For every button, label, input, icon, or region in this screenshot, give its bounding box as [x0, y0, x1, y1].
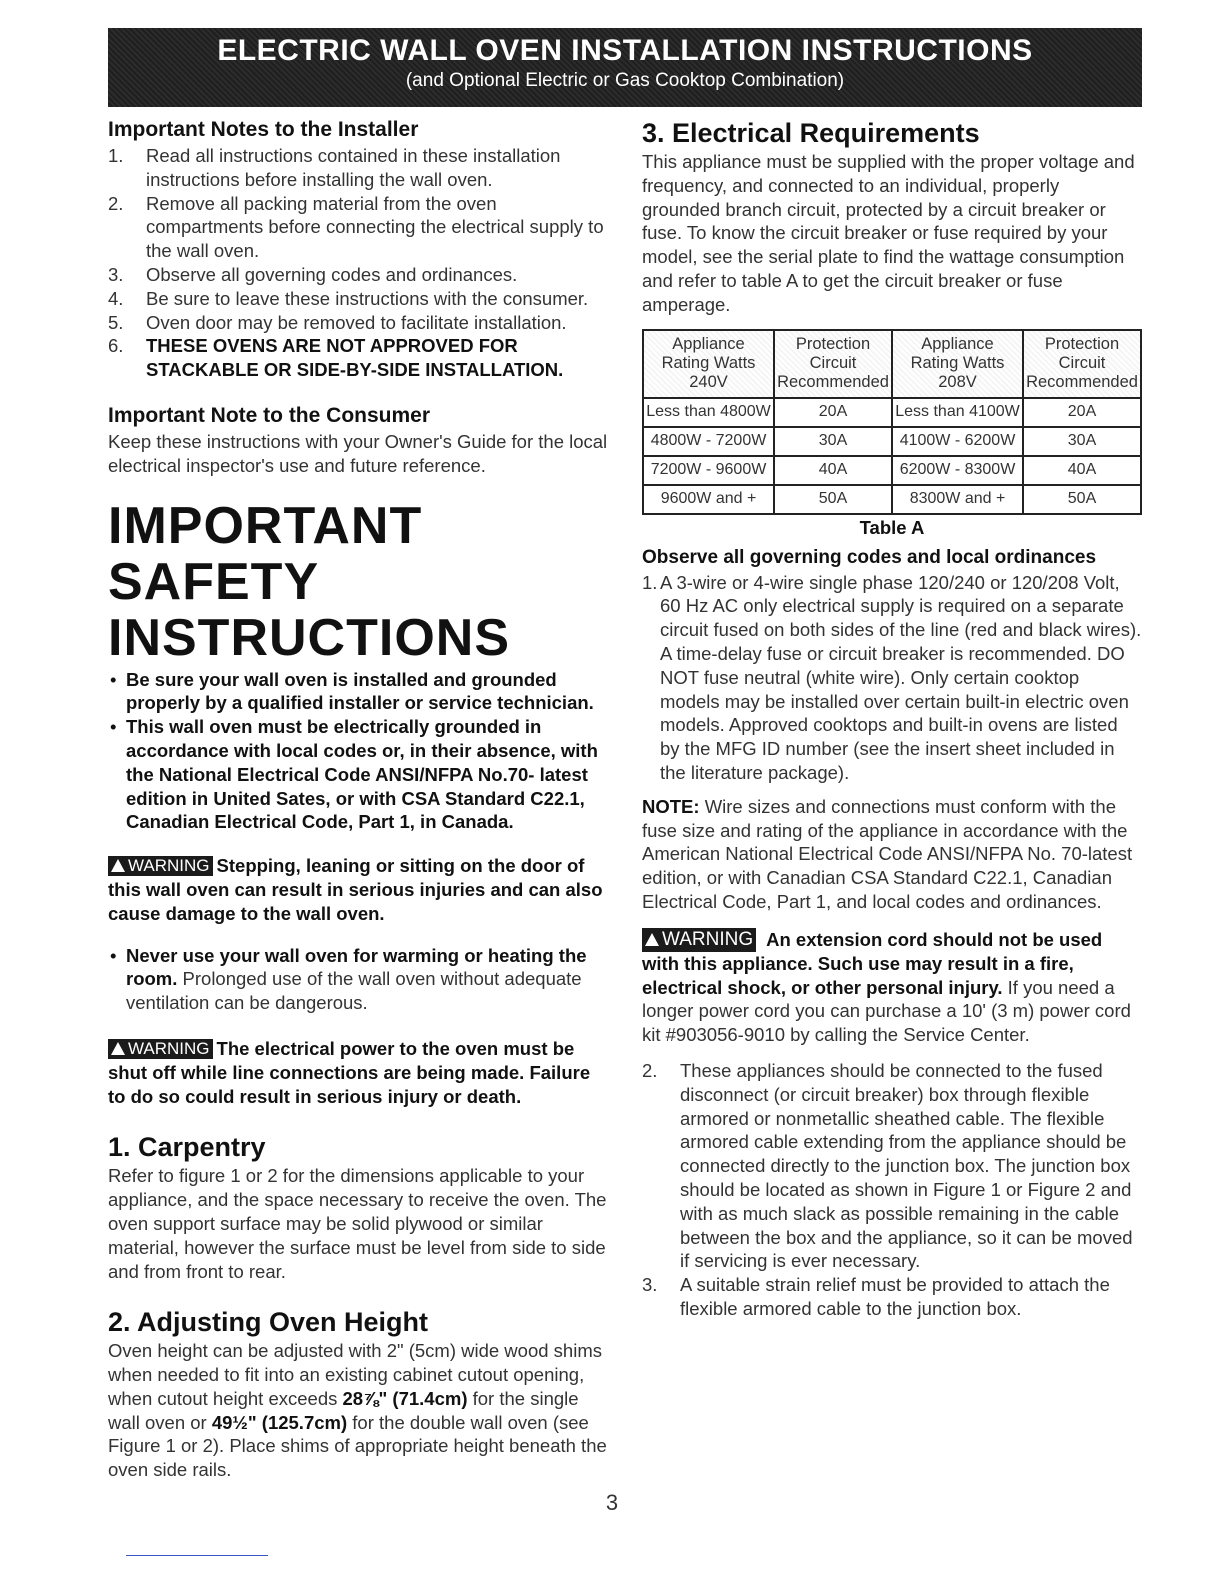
- list-item: 3. Observe all governing codes and ordinances.: [108, 263, 518, 285]
- table-header-row: [643, 330, 1141, 398]
- table-cell: Less than 4800W: [643, 398, 774, 427]
- table-header-cell: Appliance Rating Watts 240V: [643, 330, 774, 398]
- warning-badge: WARNING: [108, 856, 213, 876]
- list-item: 2. Remove all packing material from the oven compartments before connecting the electrical supply to the wall oven.: [108, 192, 604, 262]
- governing-list-continued: [642, 1059, 1142, 1321]
- table-cell: 4100W - 6200W: [892, 427, 1023, 456]
- installer-notes-list: [108, 144, 608, 382]
- list-item: 1. Read all instructions contained in these installation instructions before installing the wall oven.: [108, 145, 561, 190]
- warning-badge: WARNING: [642, 928, 756, 952]
- list-item: 3. A suitable strain relief must be provided to attach the flexible armored cable to the junction box.: [642, 1274, 1110, 1319]
- table-cell: 20A: [774, 398, 892, 427]
- warning-triangle-icon: [645, 933, 659, 946]
- table-caption: Table A: [859, 516, 925, 538]
- table-row: [643, 398, 1141, 427]
- right-column: [642, 116, 1142, 1321]
- installer-notes-heading: Important Notes to the Installer: [108, 118, 419, 141]
- table-cell: 7200W - 9600W: [643, 456, 774, 485]
- governing-heading: Observe all governing codes and local ordinances: [642, 546, 1097, 568]
- warning-triangle-icon: [111, 859, 125, 872]
- oven-height-text: Oven height can be adjusted with 2" (5cm) wide wood shims when needed to fit into an existing cabinet cutout opening, when cutout height exceeds 28⅞" (71.4cm) for the single wall oven or 49½" (125.7cm) for the double wall oven (see Figure 1 or 2). Place shims of appropriate height beneath the oven side rails.: [108, 1340, 607, 1481]
- table-cell: 50A: [1023, 485, 1141, 514]
- safety-bullets: [108, 668, 608, 835]
- table-header-cell: Appliance Rating Watts 208V: [892, 330, 1023, 398]
- document-title: ELECTRIC WALL OVEN INSTALLATION INSTRUCTIONS: [217, 34, 1033, 67]
- list-item: 4. Be sure to leave these instructions with the consumer.: [108, 287, 589, 309]
- warning-badge: WARNING: [108, 1039, 213, 1059]
- governing-list: [642, 571, 1142, 785]
- left-column: [108, 116, 608, 1482]
- list-item: 5. Oven door may be removed to facilitate installation.: [108, 311, 567, 333]
- list-item: 2. These appliances should be connected to the fused disconnect (or circuit breaker) box through flexible armored or nonmetallic sheathed cable. The flexible armored cable extending from the appliance should be connected directly to the junction box. The junction box should be located as shown in Figure 1 or Figure 2 and with as much slack as possible remaining in the cable between the box and the appliance, so it can be moved if servicing is ever necessary.: [642, 1059, 1133, 1272]
- table-cell: 50A: [774, 485, 892, 514]
- table-cell: 30A: [1023, 427, 1141, 456]
- list-item: • Never use your wall oven for warming or heating the room. Prolonged use of the wall oven without adequate ventilation can be dangerous.: [110, 944, 587, 1014]
- consumer-note-heading: Important Note to the Consumer: [108, 403, 431, 427]
- table-row: [643, 485, 1141, 514]
- oven-height-heading: 2. Adjusting Oven Height: [108, 1307, 429, 1338]
- list-item: 6. THESE OVENS ARE NOT APPROVED FOR STACKABLE OR SIDE-BY-SIDE INSTALLATION.: [108, 335, 564, 381]
- table-cell: Less than 4100W: [892, 398, 1023, 427]
- table-cell: 6200W - 8300W: [892, 456, 1023, 485]
- warning-paragraph-extension-cord: WARNING An extension cord should not be used with this appliance. Such use may result in a fire, electrical shock, or other personal injury. If you need a longer power cord you can purchase a 10' (3 m) power cord kit #903056-9010 by calling the Service Center.: [642, 928, 1131, 1046]
- electrical-text: This appliance must be supplied with the proper voltage and frequency, and connected to an individual, properly grounded branch circuit, protected by a circuit breaker or fuse. To know the circuit breaker or fuse required by your model, see the serial plate to find the wattage consumption and refer to table A to get the circuit breaker or fuse amperage.: [642, 151, 1135, 315]
- carpentry-heading: 1. Carpentry: [108, 1132, 266, 1163]
- carpentry-text: Refer to figure 1 or 2 for the dimensions applicable to your appliance, and the space necessary to receive the oven. The oven support surface may be solid plywood or similar material, however the surface must be level from side to side and from front to rear.: [108, 1165, 607, 1282]
- table-row: [643, 427, 1141, 456]
- table-cell: 8300W and +: [892, 485, 1023, 514]
- page-number: 3: [605, 1490, 619, 1515]
- footer-rule: [126, 1555, 268, 1556]
- list-item: 1. A 3-wire or 4-wire single phase 120/240 or 120/208 Volt, 60 Hz AC only electrical supply is required on a separate circuit fused on both sides of the line (red and black wires). A time-delay fuse or circuit breaker is recommended. DO NOT fuse neutral (white wire). Only certain cooktop models may be installed over certain built-in electric oven models. Approved cooktops and built-in ovens are listed by the MFG ID number (see the insert sheet included in the literature package).: [642, 571, 1142, 783]
- table-header-cell: Protection Circuit Recommended: [774, 330, 892, 398]
- list-item: • This wall oven must be electrically grounded in accordance with local codes or, in their absence, with the National Electrical Code ANSI/NFPA No.70- latest edition in United Sates, or with CSA Standard C22.1, Canadian Electrical Code, Part 1, in Canada.: [110, 716, 598, 833]
- table-a: [642, 329, 1142, 515]
- document-subtitle: (and Optional Electric or Gas Cooktop Combination): [405, 70, 845, 91]
- warning-paragraph-door: WARNING Stepping, leaning or sitting on the door of this wall oven can result in serious injuries and can also cause damage to the wall oven.: [108, 855, 603, 924]
- table-cell: 9600W and +: [643, 485, 774, 514]
- table-cell: 30A: [774, 427, 892, 456]
- safety-bullets-2: [108, 944, 608, 1015]
- list-item: • Be sure your wall oven is installed and grounded properly by a qualified installer or service technician.: [110, 668, 594, 714]
- warning-triangle-icon: [111, 1042, 125, 1055]
- warning-paragraph-power: WARNING The electrical power to the oven must be shut off while line connections are being made. Failure to do so could result in serious injury or death.: [108, 1037, 591, 1107]
- table-cell: 40A: [774, 456, 892, 485]
- table-header-cell: Protection Circuit Recommended: [1023, 330, 1141, 398]
- table-cell: 40A: [1023, 456, 1141, 485]
- note-paragraph: NOTE: Wire sizes and connections must conform with the fuse size and rating of the appliance in accordance with the American National Electrical Code ANSI/NFPA No. 70-latest edition, or with Canadian CSA Standard C22.1, Canadian Electrical Code, Part 1, and local codes and ordinances.: [642, 795, 1133, 912]
- safety-heading: IMPORTANT SAFETY INSTRUCTIONS: [108, 496, 510, 667]
- table-cell: 4800W - 7200W: [643, 427, 774, 456]
- title-banner: [108, 28, 1142, 107]
- electrical-heading: 3. Electrical Requirements: [642, 118, 980, 148]
- consumer-note-text: Keep these instructions with your Owner's Guide for the local electrical inspector's use and future reference.: [108, 430, 608, 476]
- table-cell: 20A: [1023, 398, 1141, 427]
- table-row: [643, 456, 1141, 485]
